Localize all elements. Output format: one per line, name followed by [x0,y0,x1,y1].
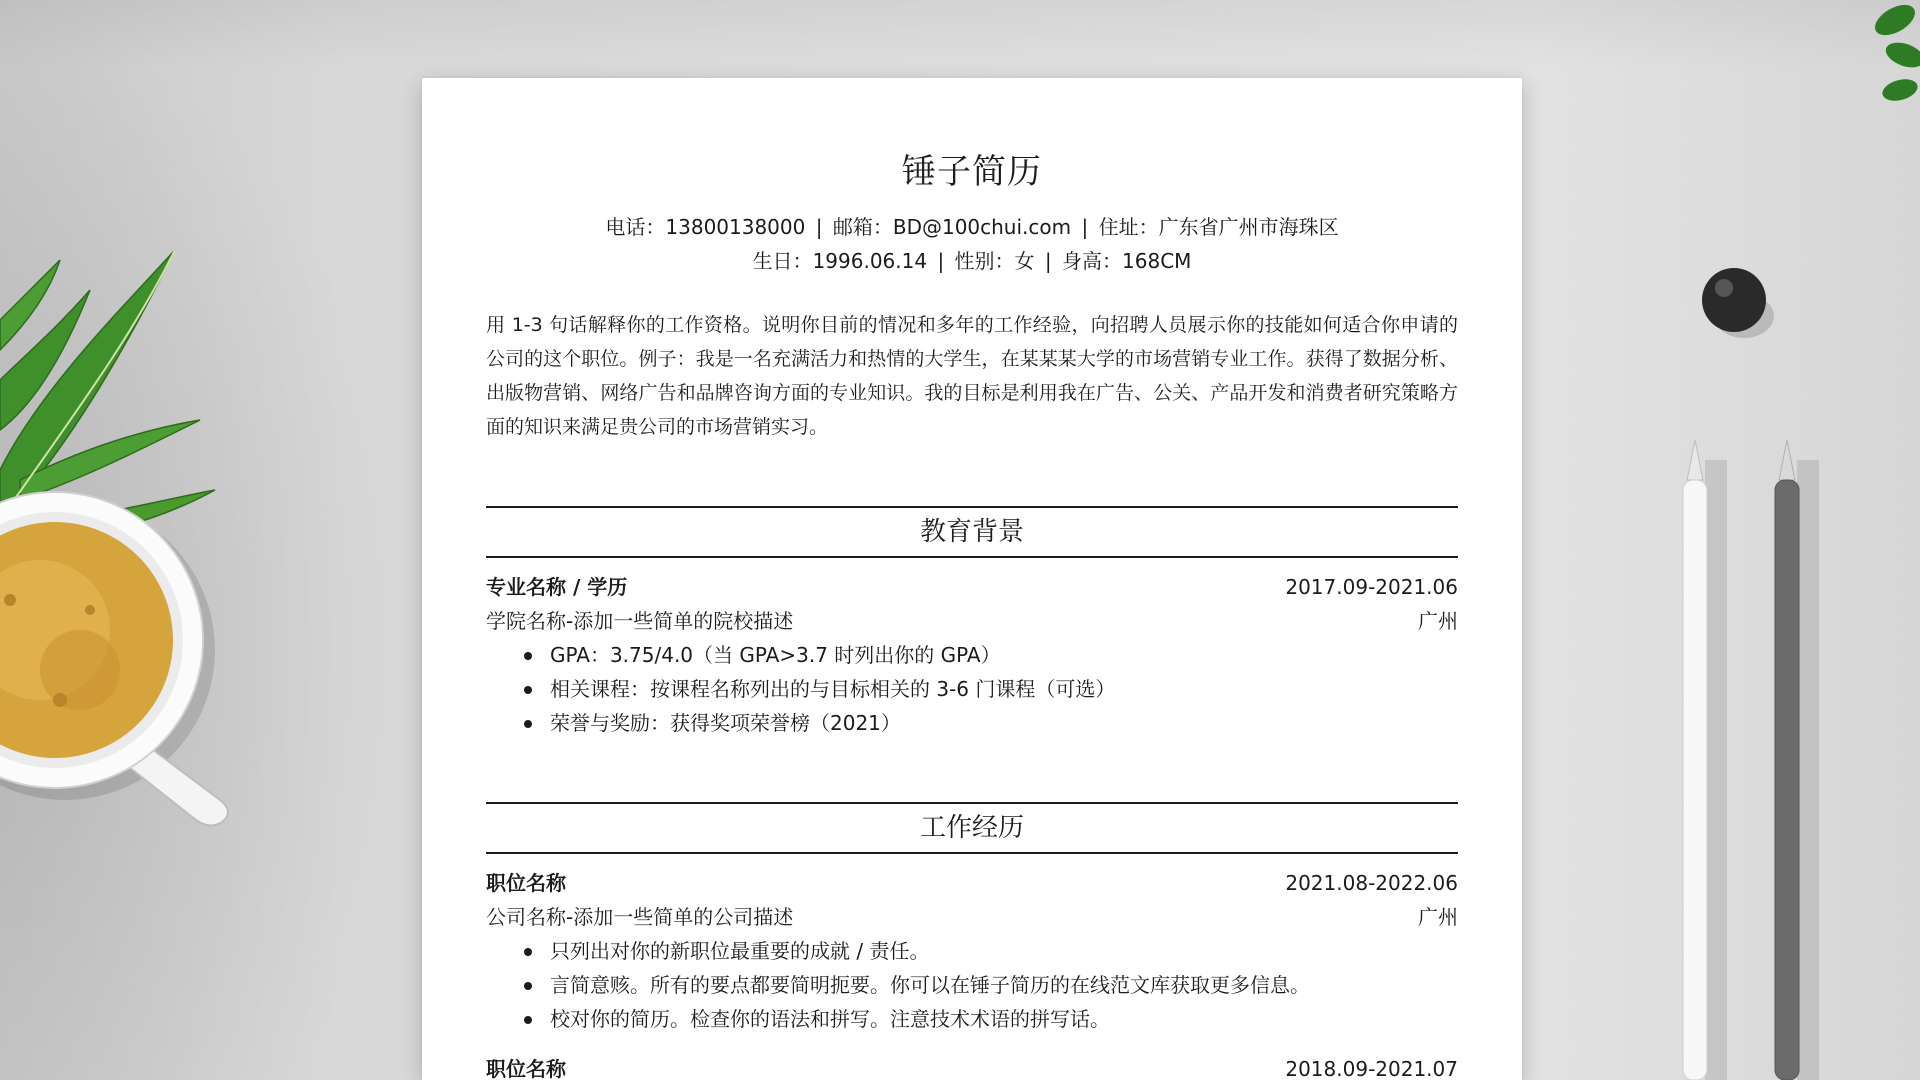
summary-paragraph: 用 1-3 句话解释你的工作资格。说明你目前的情况和多年的工作经验，向招聘人员展示你的技能如何适合你申请的公司的这个职位。例子：我是一名充满活力和热情的大学生，在某某某大学的市场营销专业工作。获得了数据分析、出版物营销、网络广告和品牌咨询方面的专业知识。我的目标是利用我在广告、公关、产品开发和消费者研究策略方面的知识来满足贵公司的市场营销实习。 [486,314,1458,438]
contact-line-1 [486,210,1458,244]
list-item: 言简意赅。所有的要点都要简明扼要。你可以在锤子简历的在线范文库获取更多信息。 [524,968,1458,1002]
job-title: 职位名称 [486,1057,566,1080]
separator: | [1044,249,1052,273]
separator: | [937,249,945,273]
degree-title: 专业名称 / 学历 [486,575,628,599]
entry-header-row [486,570,1458,604]
coffee-cup-icon [0,480,250,840]
work-entry [486,1052,1458,1080]
resume-page [422,78,1522,1080]
entry-sub-row [486,604,1458,638]
stylus-pen-icon [1665,440,1735,1080]
resume-content [486,78,1458,1080]
black-ball-icon [1700,266,1774,340]
list-item: GPA：3.75/4.0（当 GPA>3.7 时列出你的 GPA） [524,638,1458,672]
education-entry [486,570,1458,740]
contact-line-2 [486,244,1458,278]
separator: | [1081,215,1089,239]
list-item: 荣誉与奖励：获得奖项荣誉榜（2021） [524,706,1458,740]
list-item: 相关课程：按课程名称列出的与目标相关的 3-6 门课程（可选） [524,672,1458,706]
birthday: 生日：1996.06.14 [752,249,928,273]
education-heading: 教育背景 [486,506,1458,558]
entry-sub-row [486,900,1458,934]
phone: 电话：13800138000 [605,215,806,239]
school-name: 学院名称-添加一些简单的院校描述 [486,609,794,633]
work-heading: 工作经历 [486,802,1458,854]
job-title: 职位名称 [486,871,566,895]
gender: 性别：女 [954,249,1035,273]
work-bullets [486,934,1458,1036]
separator: | [815,215,823,239]
height: 身高：168CM [1062,249,1192,273]
company-name: 公司名称-添加一些简单的公司描述 [486,905,794,929]
entry-header-row [486,1052,1458,1080]
date-range: 2021.08-2022.06 [1285,871,1458,895]
date-range: 2017.09-2021.06 [1285,575,1458,599]
desk-top-shadow [0,0,1920,70]
address: 住址：广东省广州市海珠区 [1098,215,1339,239]
stylus-pen-icon [1757,440,1827,1080]
education-bullets [486,638,1458,740]
resume-name: 锤子简历 [902,152,1042,192]
entry-header-row [486,866,1458,900]
date-range: 2018.09-2021.07 [1285,1057,1458,1080]
list-item: 只列出对你的新职位最重要的成就 / 责任。 [524,934,1458,968]
location: 广州 [1418,609,1458,633]
plant-corner-icon [1855,0,1920,120]
email: 邮箱：BD@100chui.com [832,215,1072,239]
list-item: 校对你的简历。检查你的语法和拼写。注意技术术语的拼写话。 [524,1002,1458,1036]
location: 广州 [1418,905,1458,929]
work-entry [486,866,1458,1036]
